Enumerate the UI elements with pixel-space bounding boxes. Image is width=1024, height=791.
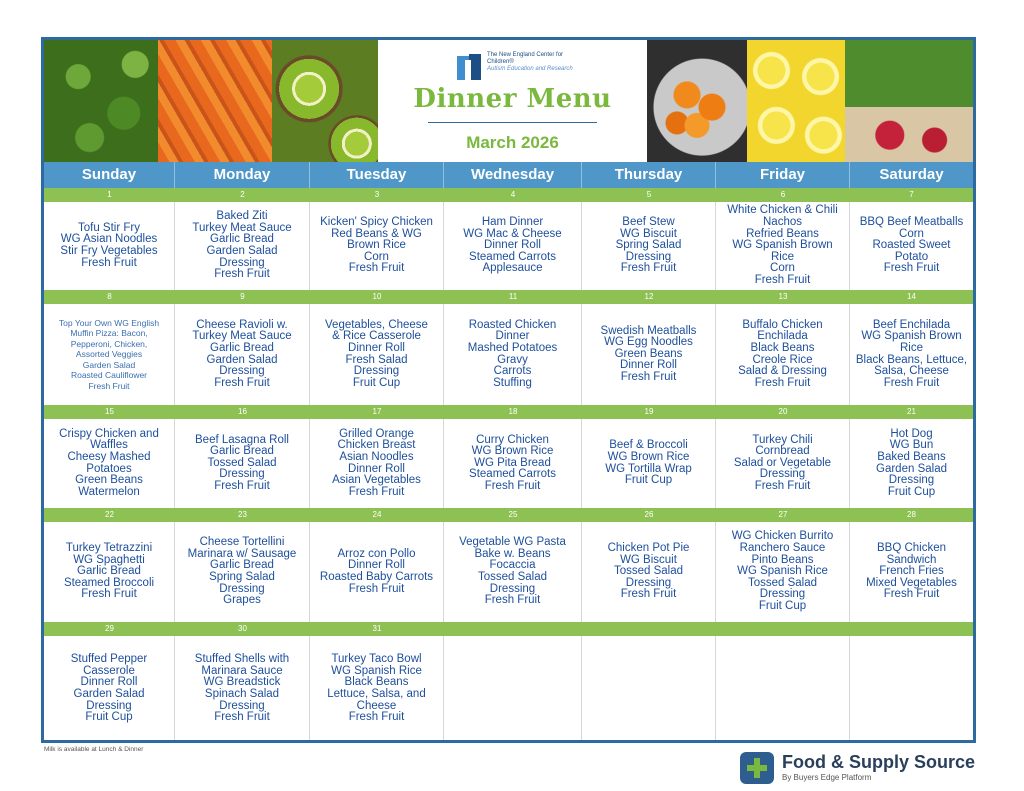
menu-item: Dressing (219, 365, 265, 378)
menu-cell (716, 419, 850, 508)
menu-item: Dressing (625, 250, 672, 263)
menu-item: BBQ Beef Meatballs (859, 216, 964, 229)
menu-item: Focaccia (489, 559, 536, 572)
menu-item: Dressing (888, 474, 935, 487)
date-number: 15 (105, 407, 114, 416)
menu-item: Fruit Cup (887, 485, 936, 498)
menu-item: Spring Salad (615, 239, 682, 252)
date-number (444, 622, 582, 636)
menu-item: Pinto Beans (751, 553, 814, 566)
menu-item: Stuffed Pepper (70, 653, 148, 666)
menu-item: French Fries (879, 565, 944, 578)
menu-cell (582, 419, 716, 508)
menu-item: Dressing (353, 365, 400, 378)
date-number: 22 (105, 510, 114, 519)
date-bar (44, 405, 973, 419)
menu-item: Sandwich (886, 553, 937, 566)
necc-logo-icon (457, 52, 483, 82)
menu-item: Salad or Vegetable (733, 456, 832, 469)
menu-item: Top Your Own WG English (58, 318, 160, 329)
menu-item: WG Spaghetti (73, 553, 145, 566)
menu-item: Garden Salad (876, 462, 947, 475)
menu-cell (310, 304, 444, 405)
menu-item: Dressing (86, 699, 132, 712)
date-number: 7 (909, 190, 914, 199)
menu-item: Muffin Pizza: Bacon, (70, 328, 148, 339)
menu-item: Garden Salad (73, 688, 145, 700)
menu-cell (716, 202, 850, 290)
menu-item: Garden Salad (206, 353, 278, 366)
menu-item: Swedish Meatballs (600, 324, 697, 337)
menu-item: Roasted Baby Carrots (319, 571, 434, 583)
date-number: 16 (238, 407, 247, 416)
week-row (44, 290, 973, 405)
menu-item: Curry Chicken (476, 433, 549, 446)
menu-cell (44, 522, 175, 622)
kiwi-photo (272, 40, 378, 162)
menu-item: Pepperoni, Chicken, (70, 338, 148, 349)
menu-item: Fresh Fruit (348, 262, 405, 275)
menu-frame (41, 37, 976, 743)
menu-item: Fresh Fruit (81, 256, 137, 269)
menu-item: Fresh Fruit (348, 485, 405, 498)
menu-item: Fresh Fruit (754, 479, 811, 492)
menu-item: Dressing (219, 582, 265, 595)
date-number (582, 622, 716, 636)
menu-item: Dinner (495, 330, 530, 343)
menu-cell (44, 419, 175, 508)
menu-item: Beef Enchilada (872, 318, 951, 331)
date-number: 10 (372, 292, 382, 301)
menu-item: Fresh Fruit (883, 588, 940, 601)
menu-item: Cheese Tortellini (199, 536, 285, 549)
menu-item: Black Beans (344, 676, 409, 689)
menu-cell (582, 636, 716, 742)
menu-item: & Rice Casserole (332, 330, 421, 343)
menu-item: Dressing (219, 468, 265, 481)
menu-cell (310, 202, 444, 290)
date-number: 1 (107, 190, 112, 199)
menu-item: Marinara w/ Sausage (187, 547, 297, 560)
menu-item: WG Bun (889, 439, 934, 452)
lemons-photo (747, 40, 845, 162)
menu-item: White Chicken & Chili (727, 204, 838, 217)
menu-item: Rice (770, 250, 794, 263)
menu-cell (175, 636, 310, 742)
carrots-photo (158, 40, 272, 162)
menu-item: Fruit Cup (758, 599, 807, 612)
weekday-saturday: Saturday (879, 166, 944, 183)
menu-item: Dinner Roll (348, 462, 405, 475)
date-number: 25 (508, 510, 518, 519)
title-divider (428, 122, 597, 123)
weekday-thursday: Thursday (582, 162, 716, 188)
date-number: 4 (510, 190, 516, 199)
menu-item: Baked Beans (877, 450, 946, 463)
menu-item: Salad & Dressing (738, 365, 827, 378)
menu-item: Steamed Carrots (469, 250, 556, 263)
menu-item: WG Spanish Rice (737, 565, 828, 578)
month-label: March 2026 (466, 133, 559, 152)
date-number: 23 (238, 510, 247, 519)
menu-item: Turkey Tetrazzini (65, 542, 153, 555)
menu-item: Tossed Salad (477, 571, 548, 583)
week-row (44, 405, 973, 508)
menu-item: Turkey Meat Sauce (192, 330, 292, 343)
menu-item: Fresh Fruit (754, 376, 811, 389)
menu-item: Fresh Salad (345, 353, 408, 366)
menu-cells (44, 522, 973, 622)
menu-item: Garden Salad (206, 245, 278, 257)
menu-item: Nachos (763, 216, 802, 229)
brand-subtitle: By Buyers Edge Platform (782, 773, 872, 782)
title-block (378, 40, 647, 162)
menu-item: Dinner Roll (620, 359, 677, 372)
menu-item: Dinner Roll (80, 676, 138, 689)
menu-item: WG Brown Rice (607, 450, 690, 463)
menu-item: WG Mac & Cheese (463, 227, 562, 240)
date-number: 29 (105, 624, 114, 633)
menu-item: BBQ Chicken (876, 542, 947, 555)
plus-logo-icon (740, 752, 774, 784)
menu-item: Turkey Taco Bowl (331, 653, 422, 666)
menu-cell (444, 304, 582, 405)
date-number: 5 (646, 190, 652, 199)
date-number: 17 (372, 407, 382, 416)
date-number: 3 (374, 190, 380, 199)
week-row (44, 622, 973, 742)
menu-item: Green Beans (75, 474, 143, 487)
menu-item: Fresh Fruit (883, 376, 940, 389)
menu-item: Fresh Fruit (484, 594, 541, 607)
menu-item: Chicken Breast (337, 439, 416, 452)
menu-item: Vegetable WG Pasta (459, 536, 566, 549)
menu-item: Bake w. Beans (474, 547, 551, 560)
menu-item: Buffalo Chicken (742, 318, 823, 331)
menu-item: Potato (894, 250, 929, 263)
menu-item: Turkey Meat Sauce (192, 221, 292, 234)
menu-item: Roasted Cauliflower (70, 370, 148, 381)
menu-item: Mixed Vegetables (866, 576, 957, 589)
menu-item: Lettuce, Salsa, and (327, 688, 426, 700)
date-number: 13 (778, 292, 788, 301)
menu-header (44, 40, 973, 162)
menu-item: Ham Dinner (481, 216, 544, 229)
menu-item: Stuffing (493, 376, 532, 389)
menu-item: Hot Dog (890, 427, 933, 440)
menu-item: Dinner Roll (484, 239, 541, 252)
footnote: Milk is available at Lunch & Dinner (44, 746, 144, 753)
weekday-tuesday: Tuesday (310, 162, 444, 188)
menu-item: Fresh Fruit (88, 380, 130, 391)
menu-item: WG Spanish Rice (331, 664, 422, 677)
menu-cell (582, 202, 716, 290)
menu-cell (175, 202, 310, 290)
date-number: 19 (644, 407, 654, 416)
menu-cell (850, 636, 973, 742)
menu-item: WG Breadstick (203, 676, 281, 689)
menu-item: WG Biscuit (620, 553, 677, 566)
menu-item: WG Chicken Burrito (731, 530, 834, 543)
menu-item: Fresh Fruit (883, 262, 940, 275)
brand-name: Food & Supply Source (782, 752, 976, 772)
menu-item: Fresh Fruit (348, 582, 405, 595)
menu-item: Roasted Chicken (468, 318, 557, 331)
menu-item: Fresh Fruit (214, 711, 270, 724)
menu-item: Spinach Salad (204, 688, 280, 700)
date-number: 6 (780, 190, 786, 199)
weekday-friday: Friday (716, 162, 850, 188)
date-number: 9 (240, 292, 245, 301)
menu-item: Cheese (356, 699, 397, 712)
date-number (716, 622, 850, 636)
menu-item: Steamed Carrots (469, 468, 556, 481)
menu-item: Dressing (489, 582, 536, 595)
menu-item: Garlic Bread (77, 565, 141, 578)
date-number: 31 (372, 624, 382, 633)
menu-item: Grilled Orange (339, 427, 414, 440)
menu-item: Tofu Stir Fry (78, 221, 140, 234)
brand-logo (740, 750, 980, 786)
menu-item: Applesauce (482, 262, 543, 275)
date-bar (44, 508, 973, 522)
menu-cell (850, 419, 973, 508)
menu-item: Corn (899, 227, 924, 240)
menu-cell (444, 202, 582, 290)
menu-item: Fresh Fruit (620, 262, 677, 275)
menu-item: Fruit Cup (85, 711, 133, 724)
menu-item: Beef Lasagna Roll (195, 433, 289, 446)
menu-item: Arroz con Pollo (337, 547, 416, 560)
menu-cell (850, 304, 973, 405)
menu-item: Fresh Fruit (214, 479, 270, 492)
menu-item: Fresh Fruit (81, 588, 137, 601)
date-number: 8 (107, 292, 112, 301)
menu-item: Baked Ziti (216, 210, 268, 223)
menu-item: Potatoes (86, 462, 132, 475)
menu-cell (850, 202, 973, 290)
menu-item: Garlic Bread (210, 559, 274, 572)
menu-item: Vegetables, Cheese (325, 318, 428, 331)
page-title: Dinner Menu (413, 84, 612, 114)
menu-item: Brown Rice (347, 239, 406, 252)
menu-item: Beef & Broccoli (609, 439, 688, 452)
menu-item: Fruit Cup (352, 376, 401, 389)
date-bar (44, 188, 973, 202)
menu-item: Stir Fry Vegetables (60, 245, 158, 257)
oranges-photo (647, 40, 747, 162)
date-number: 24 (372, 510, 382, 519)
org-name: The New England Center for Children® (487, 52, 564, 65)
menu-item: Rice (899, 341, 923, 354)
menu-item: Crispy Chicken and (59, 427, 159, 440)
date-bar (44, 290, 973, 304)
menu-item: Asian Noodles (339, 450, 414, 463)
menu-cell (310, 636, 444, 742)
broccoli-photo (44, 40, 158, 162)
radish-photo (845, 40, 973, 162)
menu-cell (444, 636, 582, 742)
menu-item: Fresh Fruit (754, 273, 811, 286)
menu-cells (44, 304, 973, 405)
menu-item: Watermelon (78, 485, 140, 498)
menu-item: Dressing (625, 576, 672, 589)
menu-item: Tossed Salad (747, 576, 818, 589)
date-number: 21 (907, 407, 916, 416)
date-bar (44, 622, 973, 636)
menu-item: Asian Vegetables (332, 474, 421, 487)
menu-cells (44, 419, 973, 508)
org-logo-text (487, 52, 577, 73)
menu-item: Mashed Potatoes (467, 341, 558, 354)
menu-item: Tossed Salad (207, 456, 277, 469)
date-number: 26 (644, 510, 654, 519)
menu-item: Dressing (759, 468, 806, 481)
menu-item: Spring Salad (209, 571, 275, 583)
menu-item: Fresh Fruit (484, 479, 541, 492)
menu-item: WG Tortilla Wrap (605, 462, 692, 475)
menu-item: Carrots (493, 365, 532, 378)
weekday-monday: Monday (175, 162, 310, 188)
menu-item: Garlic Bread (210, 341, 274, 354)
menu-item: Fresh Fruit (214, 268, 270, 281)
menu-cells (44, 636, 973, 742)
menu-cell (175, 304, 310, 405)
menu-item: Dinner Roll (348, 559, 405, 572)
menu-cell (582, 522, 716, 622)
menu-item: Corn (770, 262, 795, 275)
menu-item: Stuffed Shells with (194, 653, 290, 666)
menu-cell (444, 522, 582, 622)
menu-item: Roasted Sweet (872, 239, 951, 252)
menu-item: Refried Beans (746, 227, 819, 240)
date-number: 20 (778, 407, 788, 416)
menu-item: Chicken Pot Pie (607, 542, 690, 555)
menu-item: WG Pita Bread (474, 456, 551, 469)
menu-item: Steamed Broccoli (63, 576, 155, 589)
menu-cell (716, 304, 850, 405)
menu-item: Kicken' Spicy Chicken (320, 216, 433, 229)
calendar-weeks (44, 188, 973, 742)
menu-item: Grapes (223, 594, 261, 607)
weekday-header (44, 162, 973, 188)
menu-item: Ranchero Sauce (739, 542, 826, 555)
menu-item: Black Beans (750, 341, 815, 354)
menu-item: Dressing (759, 588, 806, 601)
menu-cell (716, 636, 850, 742)
menu-item: Enchilada (757, 330, 808, 343)
date-number: 28 (907, 510, 916, 519)
menu-item: Waffles (90, 439, 128, 452)
menu-item: Cheesy Mashed (67, 450, 151, 463)
menu-item: Cornbread (755, 445, 810, 458)
menu-cell (44, 304, 175, 405)
menu-item: WG Biscuit (620, 227, 677, 240)
menu-item: Fresh Fruit (620, 370, 677, 383)
menu-item: Dressing (219, 699, 265, 712)
menu-item: Black Beans, Lettuce, (855, 353, 968, 366)
menu-cell (444, 419, 582, 508)
menu-cell (44, 202, 175, 290)
date-number: 18 (508, 407, 518, 416)
menu-item: Garlic Bread (210, 233, 274, 246)
menu-item: Cheese Ravioli w. (196, 318, 288, 331)
date-number: 11 (508, 292, 518, 301)
menu-item: Salsa, Cheese (874, 365, 949, 378)
menu-item: WG Spanish Brown (861, 330, 962, 343)
menu-item: Assorted Veggies (75, 349, 143, 360)
date-number: 30 (238, 624, 247, 633)
menu-item: Beef Stew (622, 216, 675, 229)
menu-item: Red Beans & WG (331, 227, 422, 240)
menu-cell (716, 522, 850, 622)
menu-item: Garlic Bread (210, 445, 274, 458)
date-number (850, 622, 973, 636)
menu-item: Fresh Fruit (620, 588, 677, 601)
menu-item: Garden Salad (82, 359, 136, 370)
menu-item: Dressing (219, 256, 265, 269)
menu-cell (850, 522, 973, 622)
weekday-wednesday: Wednesday (444, 162, 582, 188)
menu-item: Green Beans (614, 347, 683, 360)
menu-item: Fresh Fruit (348, 711, 405, 724)
menu-item: Marinara Sauce (201, 664, 283, 677)
menu-cell (310, 522, 444, 622)
menu-cell (44, 636, 175, 742)
menu-item: Fruit Cup (624, 474, 673, 487)
menu-item: Tossed Salad (613, 565, 684, 578)
menu-item: WG Egg Noodles (604, 336, 693, 349)
menu-item: Creole Rice (752, 353, 813, 366)
date-number: 12 (644, 292, 654, 301)
menu-item: Corn (364, 250, 389, 263)
org-subtitle: Autism Education and Research (487, 66, 573, 72)
menu-item: WG Spanish Brown (732, 239, 833, 252)
menu-item: WG Brown Rice (471, 445, 554, 458)
menu-cell (175, 419, 310, 508)
menu-cells (44, 202, 973, 290)
week-row (44, 508, 973, 622)
menu-cell (582, 304, 716, 405)
menu-item: Gravy (497, 353, 528, 366)
menu-cell (175, 522, 310, 622)
menu-item: Turkey Chili (752, 433, 813, 446)
menu-item: Fresh Fruit (214, 376, 270, 389)
menu-item: Dinner Roll (348, 341, 405, 354)
week-row (44, 188, 973, 290)
date-number: 14 (907, 292, 916, 301)
menu-item: WG Asian Noodles (60, 233, 158, 246)
menu-cell (310, 419, 444, 508)
menu-item: Casserole (83, 664, 135, 677)
date-number: 2 (240, 190, 245, 199)
date-number: 27 (778, 510, 788, 519)
weekday-sunday: Sunday (44, 162, 175, 188)
